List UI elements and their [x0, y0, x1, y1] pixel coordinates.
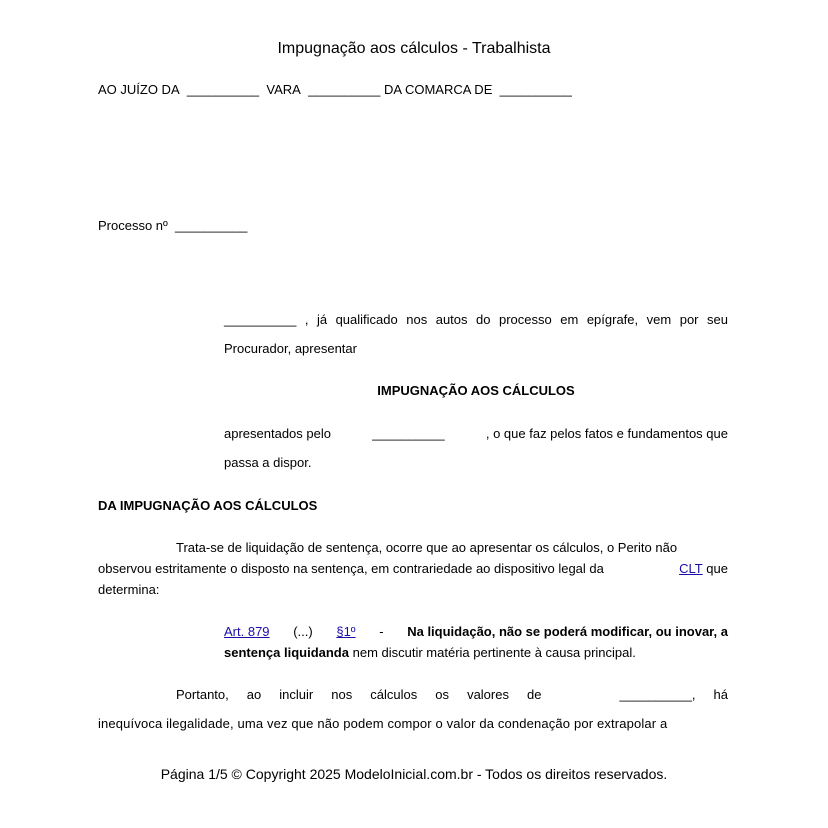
- intro-line-1: __________ , já qualificado nos autos do processo em epígrafe, vem por seu: [224, 312, 728, 327]
- vara-blank: __________: [308, 82, 381, 97]
- paragraph2-line-2: inequívoca ilegalidade, uma vez que não podem compor o valor da condenação por extrapolar a: [98, 716, 668, 731]
- clt-link[interactable]: CLT: [679, 561, 703, 576]
- section-heading: DA IMPUGNAÇÃO AOS CÁLCULOS: [98, 498, 318, 513]
- apresentados-blank: __________: [372, 426, 445, 441]
- intro-line-2: Procurador, apresentar: [224, 341, 357, 356]
- document-title: Impugnação aos cálculos - Trabalhista: [277, 40, 551, 57]
- party-blank: __________: [224, 312, 297, 327]
- paragraph1-line-1: Trata-se de liquidação de sentença, ocorre que ao apresentar os cálculos, o Perito não: [176, 540, 678, 555]
- valores-blank: __________,: [619, 687, 696, 702]
- comarca-blank: __________: [499, 82, 572, 97]
- art-879-link[interactable]: Art. 879: [224, 624, 270, 639]
- main-heading: IMPUGNAÇÃO AOS CÁLCULOS: [377, 383, 575, 398]
- vara-label: VARA: [266, 82, 301, 97]
- page-footer: Página 1/5 © Copyright 2025 ModeloInicial.com.br - Todos os direitos reservados.: [160, 766, 668, 782]
- paragraph2-line-1: Portanto, ao incluir nos cálculos os valores de __________, há: [176, 687, 728, 702]
- paragraph1-line-3: determina:: [98, 582, 160, 597]
- comarca-label: DA COMARCA DE: [384, 82, 493, 97]
- court-blank: __________: [186, 82, 260, 97]
- apresentados-line-1: apresentados pelo __________ , o que faz pelos fatos e fundamentos que: [224, 426, 728, 441]
- citation-line-1: Art. 879 (...) §1º - Na liquidação, não se poderá modificar, ou inovar, a: [224, 624, 728, 639]
- apresentados-line-2: passa a dispor.: [224, 455, 312, 470]
- paragraph-1-link[interactable]: §1º: [336, 624, 356, 639]
- processo-line: [98, 218, 247, 233]
- paragraph1-line-2: observou estritamente o disposto na sentença, em contrariedade ao dispositivo legal da CLT que: [98, 561, 728, 576]
- court-prefix: AO JUÍZO DA: [98, 82, 180, 97]
- citation-line-2: sentença liquidanda nem discutir matéria pertinente à causa principal.: [224, 645, 636, 660]
- processo-blank: __________: [175, 218, 248, 233]
- court-address-line: [98, 82, 572, 97]
- processo-label: Processo nº: [98, 218, 168, 233]
